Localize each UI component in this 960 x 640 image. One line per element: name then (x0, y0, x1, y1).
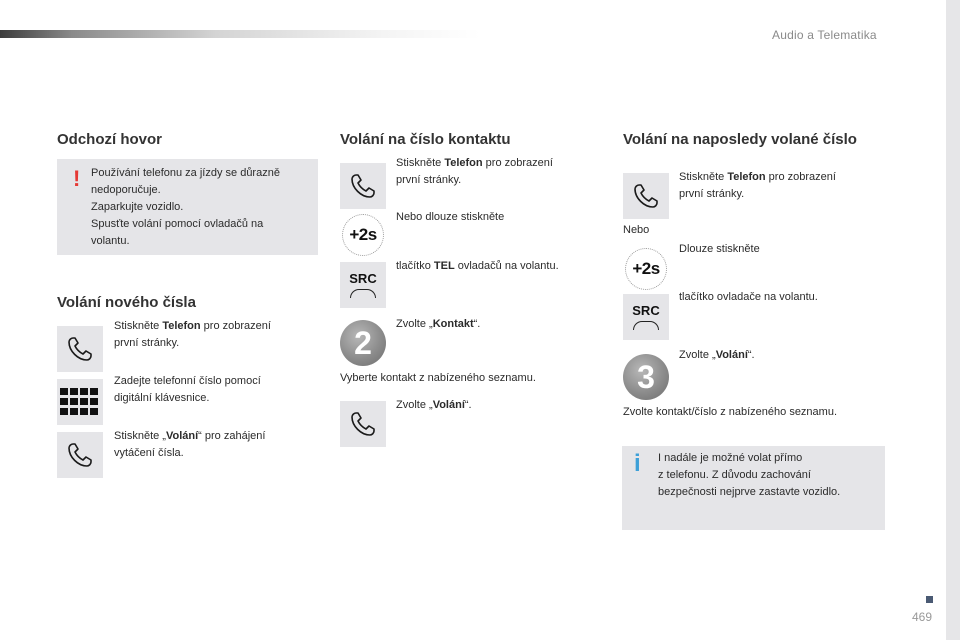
phone-handset-icon (57, 326, 103, 372)
info-icon: i (634, 450, 641, 477)
page-marker (926, 596, 933, 603)
src-button-icon: SRC (340, 262, 386, 308)
col3-step1-text: Stiskněte Telefon pro zobrazení první stránky. (679, 171, 836, 200)
header-gradient-bar (0, 30, 480, 38)
page-side-strip (946, 0, 960, 640)
step-badge: 3 (623, 354, 669, 400)
phone-handset-icon (57, 432, 103, 478)
info-text: I nadále je možné volat přímo z telefonu. Z důvodu zachování bezpečnosti nejprve zastavte vozidlo. (658, 452, 841, 498)
steering-2s-button-icon: +2s (623, 246, 669, 292)
src-button-icon: SRC (623, 294, 669, 340)
warning-text: Používání telefonu za jízdy se důrazně nedoporučuje. Zaparkujte vozidlo. Spusťte volání pomocí ovladačů na volantu. (91, 167, 280, 247)
col3-choose-text: Zvolte kontakt/číslo z nabízeného seznamu. (623, 406, 838, 418)
col2-select-call-text: Zvolte „Volání“. (396, 399, 472, 411)
col2-tel-text: tlačítko TEL ovladačů na volantu. (396, 260, 559, 272)
col3-long-press-text: Dlouze stiskněte (679, 243, 760, 255)
col2-select-contact-text: Zvolte „Kontakt“. (396, 318, 481, 330)
col1-step3-text: Stiskněte „Volání“ pro zahájení vytáčení čísla. (114, 430, 266, 459)
col1-subtitle: Volání nového čísla (57, 294, 196, 311)
phone-handset-icon (340, 163, 386, 209)
col2-long-press-text: Nebo dlouze stiskněte (396, 211, 505, 223)
step-badge: 2 (340, 320, 386, 366)
warning-icon: ! (73, 166, 81, 191)
col1-step2-text: Zadejte telefonní číslo pomocí digitální klávesnice. (114, 375, 261, 404)
phone-handset-icon (340, 401, 386, 447)
phone-handset-icon (623, 173, 669, 219)
keypad-icon (57, 379, 103, 425)
col2-title: Volání na číslo kontaktu (340, 131, 511, 148)
col3-or-text: Nebo (623, 224, 650, 236)
col1-title: Odchozí hovor (57, 131, 162, 148)
steering-2s-button-icon: +2s (340, 212, 386, 258)
page-number: 469 (912, 610, 933, 624)
col3-title: Volání na naposledy volané číslo (623, 131, 857, 148)
section-title: Audio a Telematika (772, 28, 877, 42)
col2-step1-text: Stiskněte Telefon pro zobrazení první stránky. (396, 157, 553, 186)
col3-button-text: tlačítko ovladače na volantu. (679, 291, 818, 303)
col2-choose-text: Vyberte kontakt z nabízeného seznamu. (340, 372, 536, 384)
col1-step1-text: Stiskněte Telefon pro zobrazení první stránky. (114, 320, 271, 349)
col3-select-call-text: Zvolte „Volání“. (679, 349, 755, 361)
